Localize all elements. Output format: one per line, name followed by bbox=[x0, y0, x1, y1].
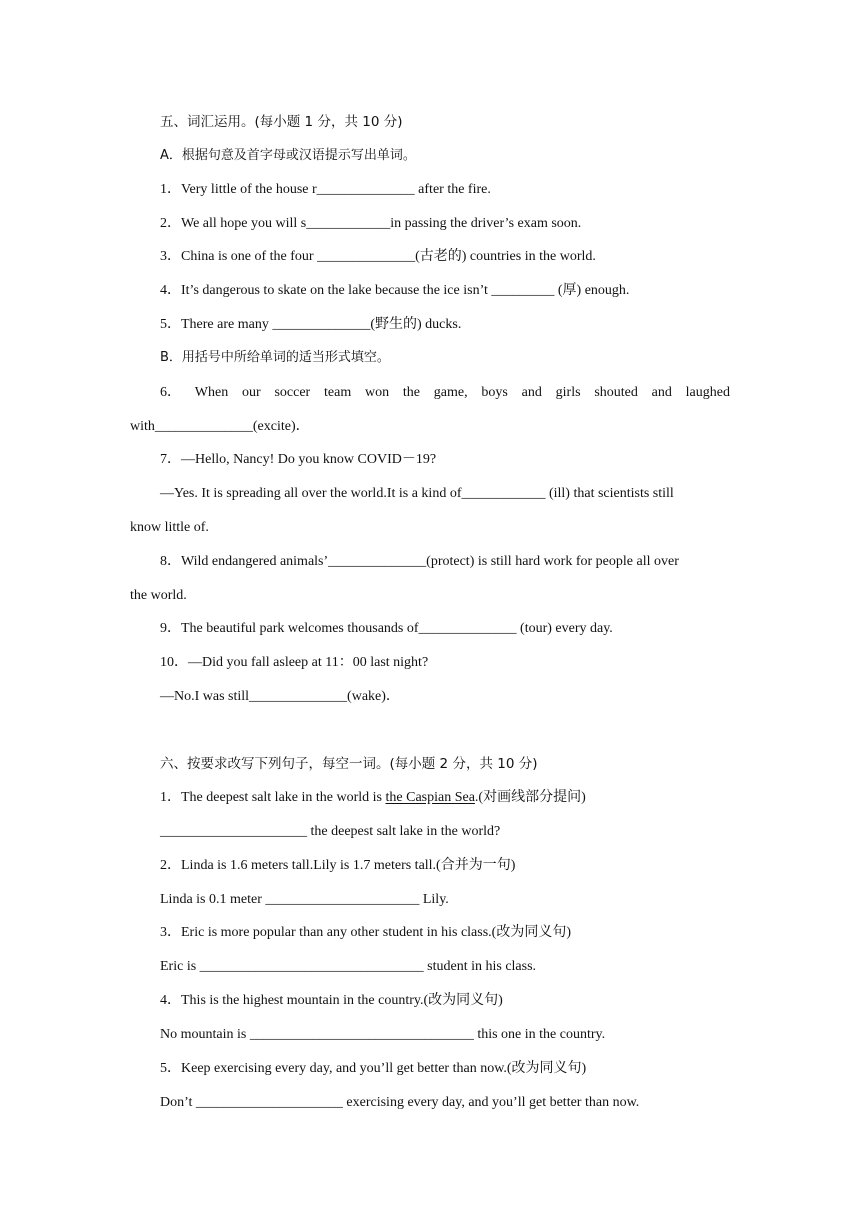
s5-question-2: 2．We all hope you will s____________in passing the driver’s exam soon. bbox=[160, 216, 582, 231]
s6-q1-underlined-phrase: the Caspian Sea bbox=[385, 790, 475, 805]
section5-part-b-instruction: B．用括号中所给单词的适当形式填空。 bbox=[160, 350, 390, 365]
s5-question-7-line3: know little of. bbox=[130, 520, 209, 535]
s5-question-9: 9．The beautiful park welcomes thousands of______________ (tour) every day. bbox=[160, 621, 613, 636]
q6-word: and bbox=[651, 385, 672, 400]
s5-question-4: 4．It’s dangerous to skate on the lake because the ice isn’t _________ (厚) enough. bbox=[160, 283, 630, 298]
section5-part-a-instruction: A．根据句意及首字母或汉语提示写出单词。 bbox=[160, 148, 416, 163]
s6-question-4: 4．This is the highest mountain in the country.(改为同义句) bbox=[160, 993, 503, 1008]
s5-question-8-line1: 8．Wild endangered animals’______________(protect) is still hard work for people all over bbox=[160, 554, 679, 569]
q6-word: and bbox=[521, 385, 542, 400]
s6-question-3: 3．Eric is more popular than any other student in his class.(改为同义句) bbox=[160, 925, 571, 940]
s6-question-5: 5．Keep exercising every day, and you’ll get better than now.(改为同义句) bbox=[160, 1061, 587, 1076]
s6-question-4-answer: No mountain is ________________________________ this one in the country. bbox=[160, 1027, 606, 1042]
s6-question-3-answer: Eric is ________________________________ student in his class. bbox=[160, 959, 537, 974]
q6-word: girls bbox=[555, 385, 581, 400]
s6-q1-suffix: .(对画线部分提问) bbox=[474, 790, 586, 805]
q6-word: soccer bbox=[274, 385, 311, 400]
s5-question-1: 1．Very little of the house r______________ after the fire. bbox=[160, 182, 491, 197]
s6-question-2: 2．Linda is 1.6 meters tall.Lily is 1.7 meters tall.(合并为一句) bbox=[160, 858, 516, 873]
s5-question-3: 3．China is one of the four ______________(古老的) countries in the world. bbox=[160, 249, 596, 264]
s6-question-2-answer: Linda is 0.1 meter ______________________ Lily. bbox=[160, 892, 449, 907]
s6-question-1-answer: _____________________ the deepest salt lake in the world? bbox=[160, 824, 501, 839]
s6-question-5-answer: Don’t _____________________ exercising every day, and you’ll get better than now. bbox=[160, 1095, 640, 1110]
section5-title: 五、词汇运用。(每小题 1 分，共 10 分) bbox=[160, 114, 403, 130]
s5-question-6-line2: with______________(excite)． bbox=[130, 419, 310, 434]
s5-question-5: 5．There are many ______________(野生的) ducks. bbox=[160, 317, 462, 332]
s6-question-1 bbox=[160, 789, 730, 807]
q6-word: When bbox=[194, 385, 229, 400]
s5-question-7-line2: —Yes. It is spreading all over the world.It is a kind of____________ (ill) that scientists still bbox=[160, 486, 674, 501]
q6-word: won bbox=[365, 385, 390, 400]
section6-title: 六、按要求改写下列句子，每空一词。(每小题 2 分，共 10 分) bbox=[160, 756, 538, 772]
q6-word: boys bbox=[481, 385, 508, 400]
q6-word: shouted bbox=[594, 385, 638, 400]
q6-word: team bbox=[324, 385, 352, 400]
s5-question-10-line2: —No.I was still______________(wake)． bbox=[160, 689, 400, 704]
s5-question-10-line1: 10．—Did you fall asleep at 11：00 last night? bbox=[160, 655, 429, 670]
q6-word: game, bbox=[433, 385, 468, 400]
s5-question-6-line1 bbox=[160, 384, 730, 402]
q6-word: the bbox=[402, 385, 421, 400]
q6-word: 6． bbox=[160, 385, 181, 400]
s6-q1-prefix: 1．The deepest salt lake in the world is bbox=[160, 790, 386, 805]
s5-question-8-line2: the world. bbox=[130, 588, 187, 603]
q6-word: laughed bbox=[685, 385, 730, 400]
q6-word: our bbox=[242, 385, 261, 400]
s5-question-7-line1: 7．—Hello, Nancy! Do you know COVID－19? bbox=[160, 452, 437, 467]
